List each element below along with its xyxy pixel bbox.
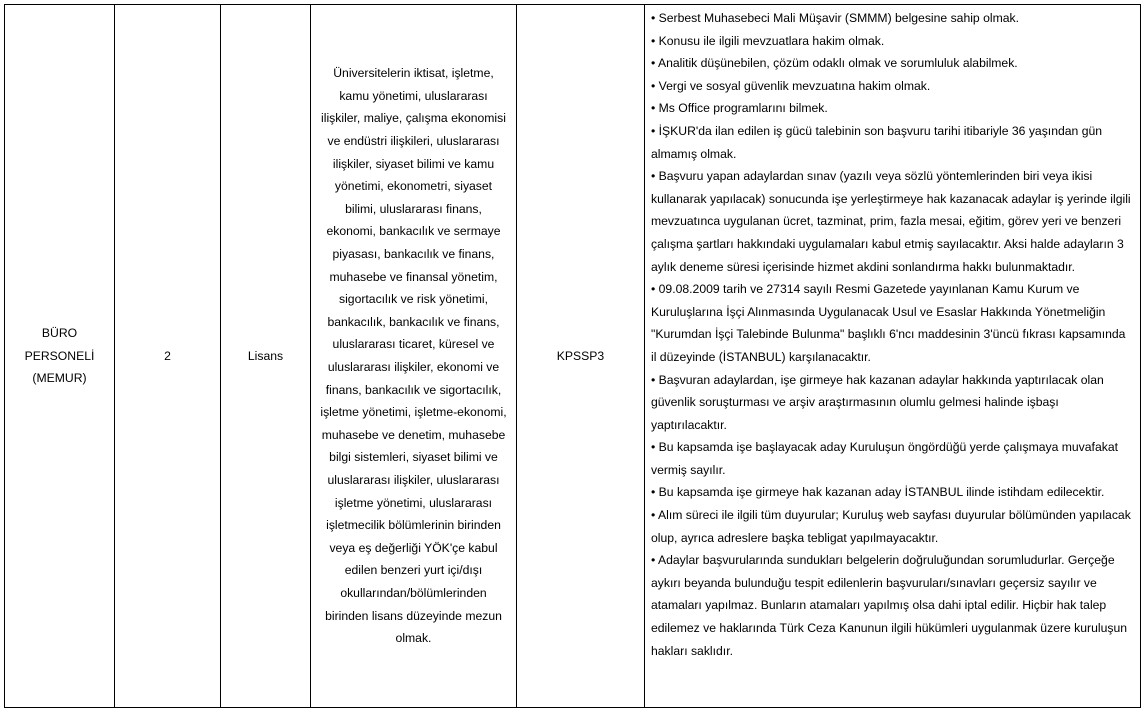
requirement-item: • Ms Office programlarını bilmek. <box>651 101 828 116</box>
requirement-item: • Serbest Muhasebeci Mali Müşavir (SMMM) belgesine sahip olmak. <box>651 11 1019 25</box>
requirement-item: • Bu kapsamda işe başlayacak aday Kuruluşun öngördüğü yerde çalışmaya muvafakat vermiş sayılır. <box>651 440 1118 477</box>
requirement-item: • Adaylar başvurularında sundukları belgelerin doğruluğundan sorumludurlar. Gerçeğe aykırı beyanda bulunduğu tespit edilenlerin başvuruları/sınavları geçersiz sayılır ve atamaları yapılmaz. Bunların atamaları yapılmış olsa dahi iptal edilir. Hiçbir hak talep edilemez ve haklarında Türk Ceza Kanunun ilgili hükümleri uygulanmak üzere kuruluşun hakları saklıdır. <box>651 553 1128 658</box>
requirement-item: • 09.08.2009 tarih ve 27314 sayılı Resmi Gazetede yayınlanan Kamu Kurum ve Kuruluşlarına İşçi Alınmasında Uygulanacak Usul ve Esaslar Hakkında Yönetmeliğin "Kurumdan İşçi Talebinde Bulunma" başlıklı 6'ncı maddesinin 3'üncü fıkrası kapsamında il düzeyinde (İSTANBUL) karşılanacaktır. <box>651 282 1126 364</box>
education-departments: Üniversitelerin iktisat, işletme, kamu yönetimi, uluslararası ilişkiler, maliye, çalışma ekonomisi ve endüstri ilişkileri, uluslararası ilişkiler, siyaset bilimi ve kamu yönetimi, ekonometri, siyaset bilimi, uluslararası finans, ekonomi, bankacılık ve sermaye piyasası, bankacılık ve finans, muhasebe ve finansal yönetim, sigortacılık ve risk yönetimi, bankacılık, bankacılık ve finans, uluslararası ticaret, küresel ve uluslararası ilişkiler, ekonomi ve finans, bankacılık ve sigortacılık, işletme yönetimi, işletme-ekonomi, muhasebe ve denetim, muhasebe bilgi sistemleri, siyaset bilimi ve uluslararası ilişkiler, uluslararası işletme yönetimi, uluslararası işletmecilik bölümlerinin birinden veya eş değerliği YÖK'çe kabul edilen benzeri yurt içi/dışı okullarından/bölümlerinden birinden lisans düzeyinde mezun olmak. <box>311 5 517 708</box>
position-count: 2 <box>115 5 221 708</box>
job-posting-table <box>4 4 1141 708</box>
education-level: Lisans <box>221 5 311 708</box>
exam-type: KPSSP3 <box>517 5 645 708</box>
requirement-item: • İŞKUR'da ilan edilen iş gücü talebinin son başvuru tarihi itibariyle 36 yaşından gün almamış olmak. <box>651 123 1103 161</box>
requirement-item: • Başvuru yapan adaylardan sınav (yazılı veya sözlü yöntemlerinden biri veya ikisi kullanarak yapılacak) sonucunda işe yerleştirmeye hak kazanacak adaylar iş yerinde ilgili mevzuatınca uygulanan ücret, tazminat, prim, fazla mesai, eğitim, görev yeri ve benzeri çalışma şartları hakkındaki uygulamaları kabul etmiş sayılacaktır. Aksi halde adayların 3 aylık deneme süresi içerisinde hizmet akdini sonlandırma hakkı bulunmaktadır. <box>651 169 1131 274</box>
requirement-item: • Analitik düşünebilen, çözüm odaklı olmak ve sorumluluk alabilmek. <box>651 56 1018 71</box>
requirement-item: • Bu kapsamda işe girmeye hak kazanan aday İSTANBUL ilinde istihdam edilecektir. <box>651 485 1105 500</box>
requirement-item: • Vergi ve sosyal güvenlik mevzuatına hakim olmak. <box>651 78 931 93</box>
requirements-list <box>645 5 1141 708</box>
table-row <box>5 5 1141 708</box>
requirement-item: • Alım süreci ile ilgili tüm duyurular; Kuruluş web sayfası duyurular bölümünden yapılacak olup, ayrıca adreslere başka tebligat yapılmayacaktır. <box>651 508 1131 545</box>
position-title: BÜRO PERSONELİ (MEMUR) <box>5 5 115 708</box>
requirement-item: • Başvuran adaylardan, işe girmeye hak kazanan adaylar hakkında yaptırılacak olan güvenlik soruşturması ve arşiv araştırmasının olumlu gelmesi halinde işbaşı yaptırılacaktır. <box>651 372 1104 432</box>
requirement-item: • Konusu ile ilgili mevzuatlara hakim olmak. <box>651 33 885 48</box>
